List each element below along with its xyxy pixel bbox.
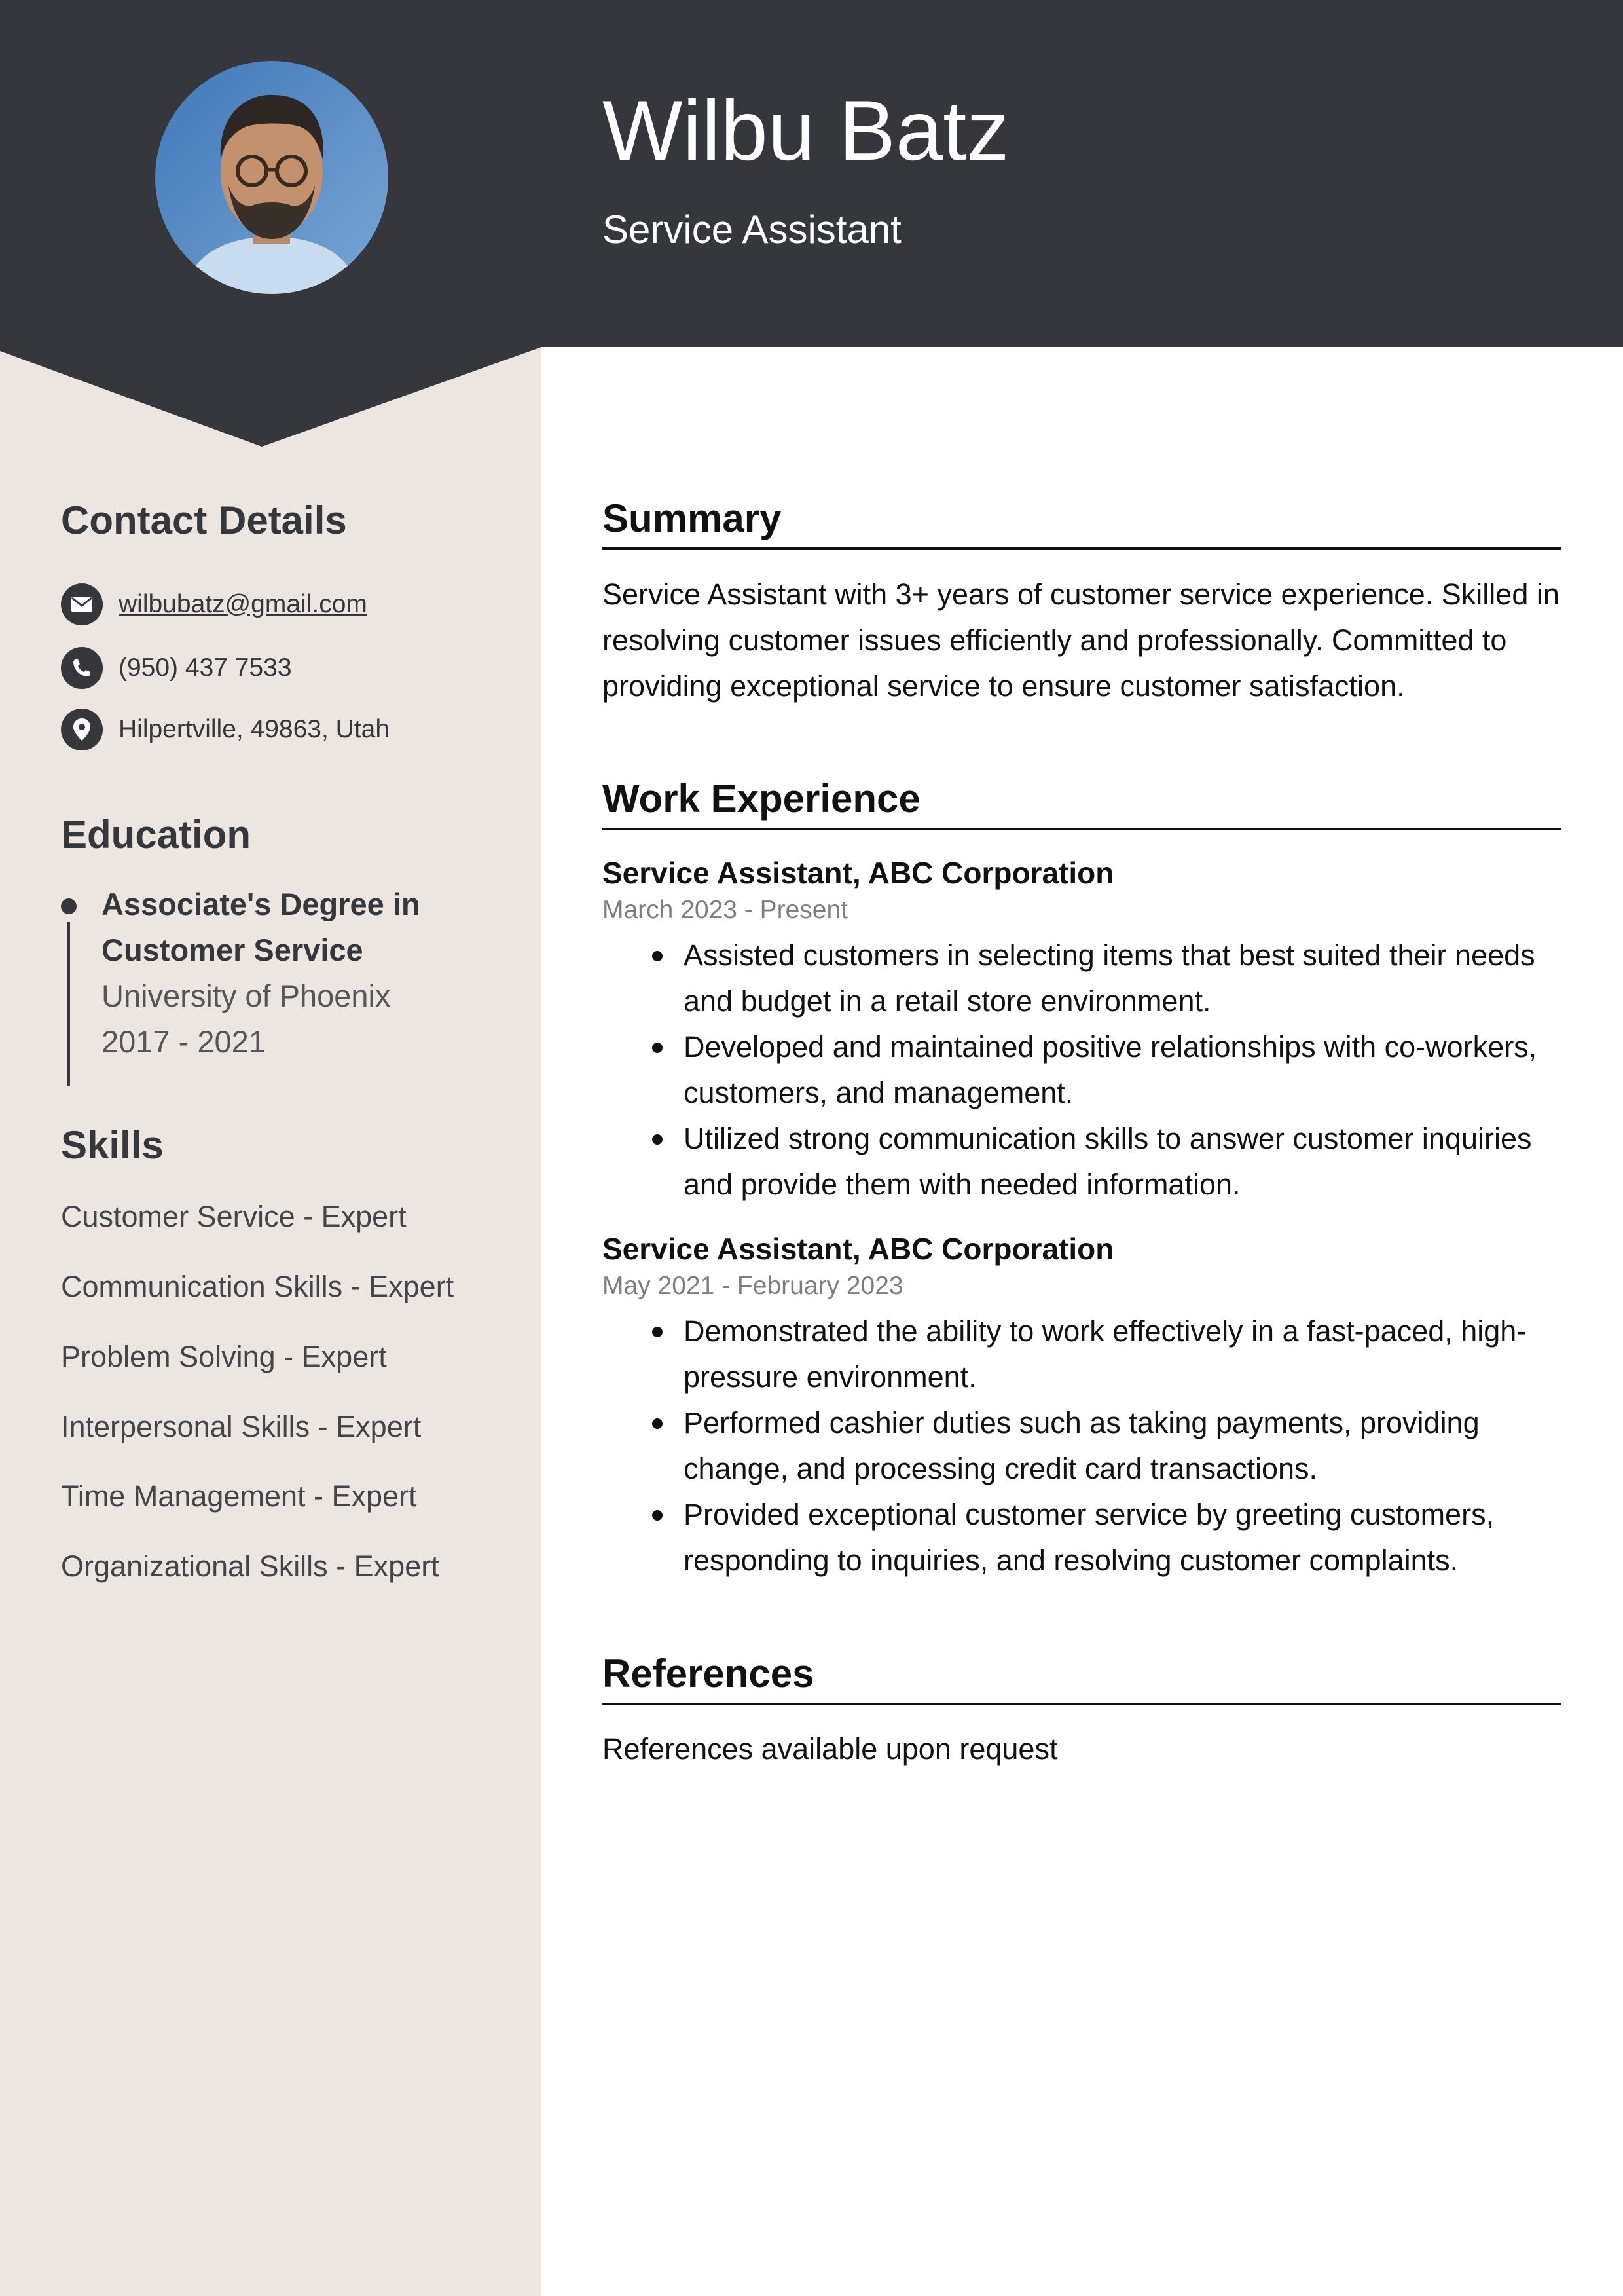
contact-address: Hilpertville, 49863, Utah xyxy=(119,715,390,743)
job-bullet: Assisted customers in selecting items that best suited their needs and budget in a retail store environment. xyxy=(684,933,1567,1024)
job-bullet: Demonstrated the ability to work effectively in a fast-paced, high-pressure environment. xyxy=(684,1308,1567,1400)
header-chevron xyxy=(0,346,541,448)
job-title: Service Assistant xyxy=(602,208,902,251)
education-degree-line2: Customer Service xyxy=(101,933,363,967)
location-icon xyxy=(61,709,103,750)
education-years: 2017 - 2021 xyxy=(101,1024,266,1059)
contact-email[interactable]: wilbubatz@gmail.com xyxy=(119,590,367,618)
job-bullet: Performed cashier duties such as taking payments, providing change, and processing credit card transactions. xyxy=(684,1400,1567,1492)
skill-item: Problem Solving - Expert xyxy=(61,1340,387,1373)
summary-text: Service Assistant with 3+ years of customer service experience. Skilled in resolving customer issues efficiently and professionally. Committed to providing exceptional service to ensure customer satisfaction. xyxy=(602,578,1559,703)
references-heading: References xyxy=(602,1650,1561,1705)
references-text: References available upon request xyxy=(602,1732,1058,1766)
job-dates: May 2021 - February 2023 xyxy=(602,1272,903,1300)
job-bullets xyxy=(684,1308,1567,1583)
education-heading: Education xyxy=(61,813,251,857)
job-title: Service Assistant, ABC Corporation xyxy=(602,856,1114,890)
contact-phone-row xyxy=(61,646,292,690)
education-school: University of Phoenix xyxy=(101,978,391,1013)
contact-heading: Contact Details xyxy=(61,498,347,542)
contact-email-row[interactable] xyxy=(61,583,367,626)
avatar xyxy=(155,61,388,294)
phone-icon xyxy=(61,647,103,689)
skill-item: Interpersonal Skills - Expert xyxy=(61,1410,422,1443)
job-title: Service Assistant, ABC Corporation xyxy=(602,1232,1114,1266)
contact-address-row xyxy=(61,708,390,751)
skill-item: Organizational Skills - Expert xyxy=(61,1549,439,1583)
email-icon xyxy=(61,583,103,625)
timeline-line xyxy=(67,922,70,1086)
skill-item: Time Management - Expert xyxy=(61,1479,417,1513)
job-bullet: Developed and maintained positive relationships with co-workers, customers, and management. xyxy=(684,1024,1567,1116)
job-bullet: Utilized strong communication skills to answer customer inquiries and provide them with needed information. xyxy=(684,1116,1567,1208)
job-bullets xyxy=(684,933,1567,1208)
job-dates: March 2023 - Present xyxy=(602,896,848,924)
timeline-dot xyxy=(61,898,77,914)
summary-heading: Summary xyxy=(602,495,1561,550)
contact-phone: (950) 437 7533 xyxy=(119,654,292,682)
experience-heading: Work Experience xyxy=(602,775,1561,830)
skills-heading: Skills xyxy=(61,1123,164,1167)
candidate-name: Wilbu Batz xyxy=(602,83,1010,178)
skill-item: Customer Service - Expert xyxy=(61,1200,407,1233)
job-bullet: Provided exceptional customer service by greeting customers, responding to inquiries, and resolving customer complaints. xyxy=(684,1492,1567,1583)
skill-item: Communication Skills - Expert xyxy=(61,1270,454,1303)
education-degree-line1: Associate's Degree in xyxy=(101,887,420,921)
